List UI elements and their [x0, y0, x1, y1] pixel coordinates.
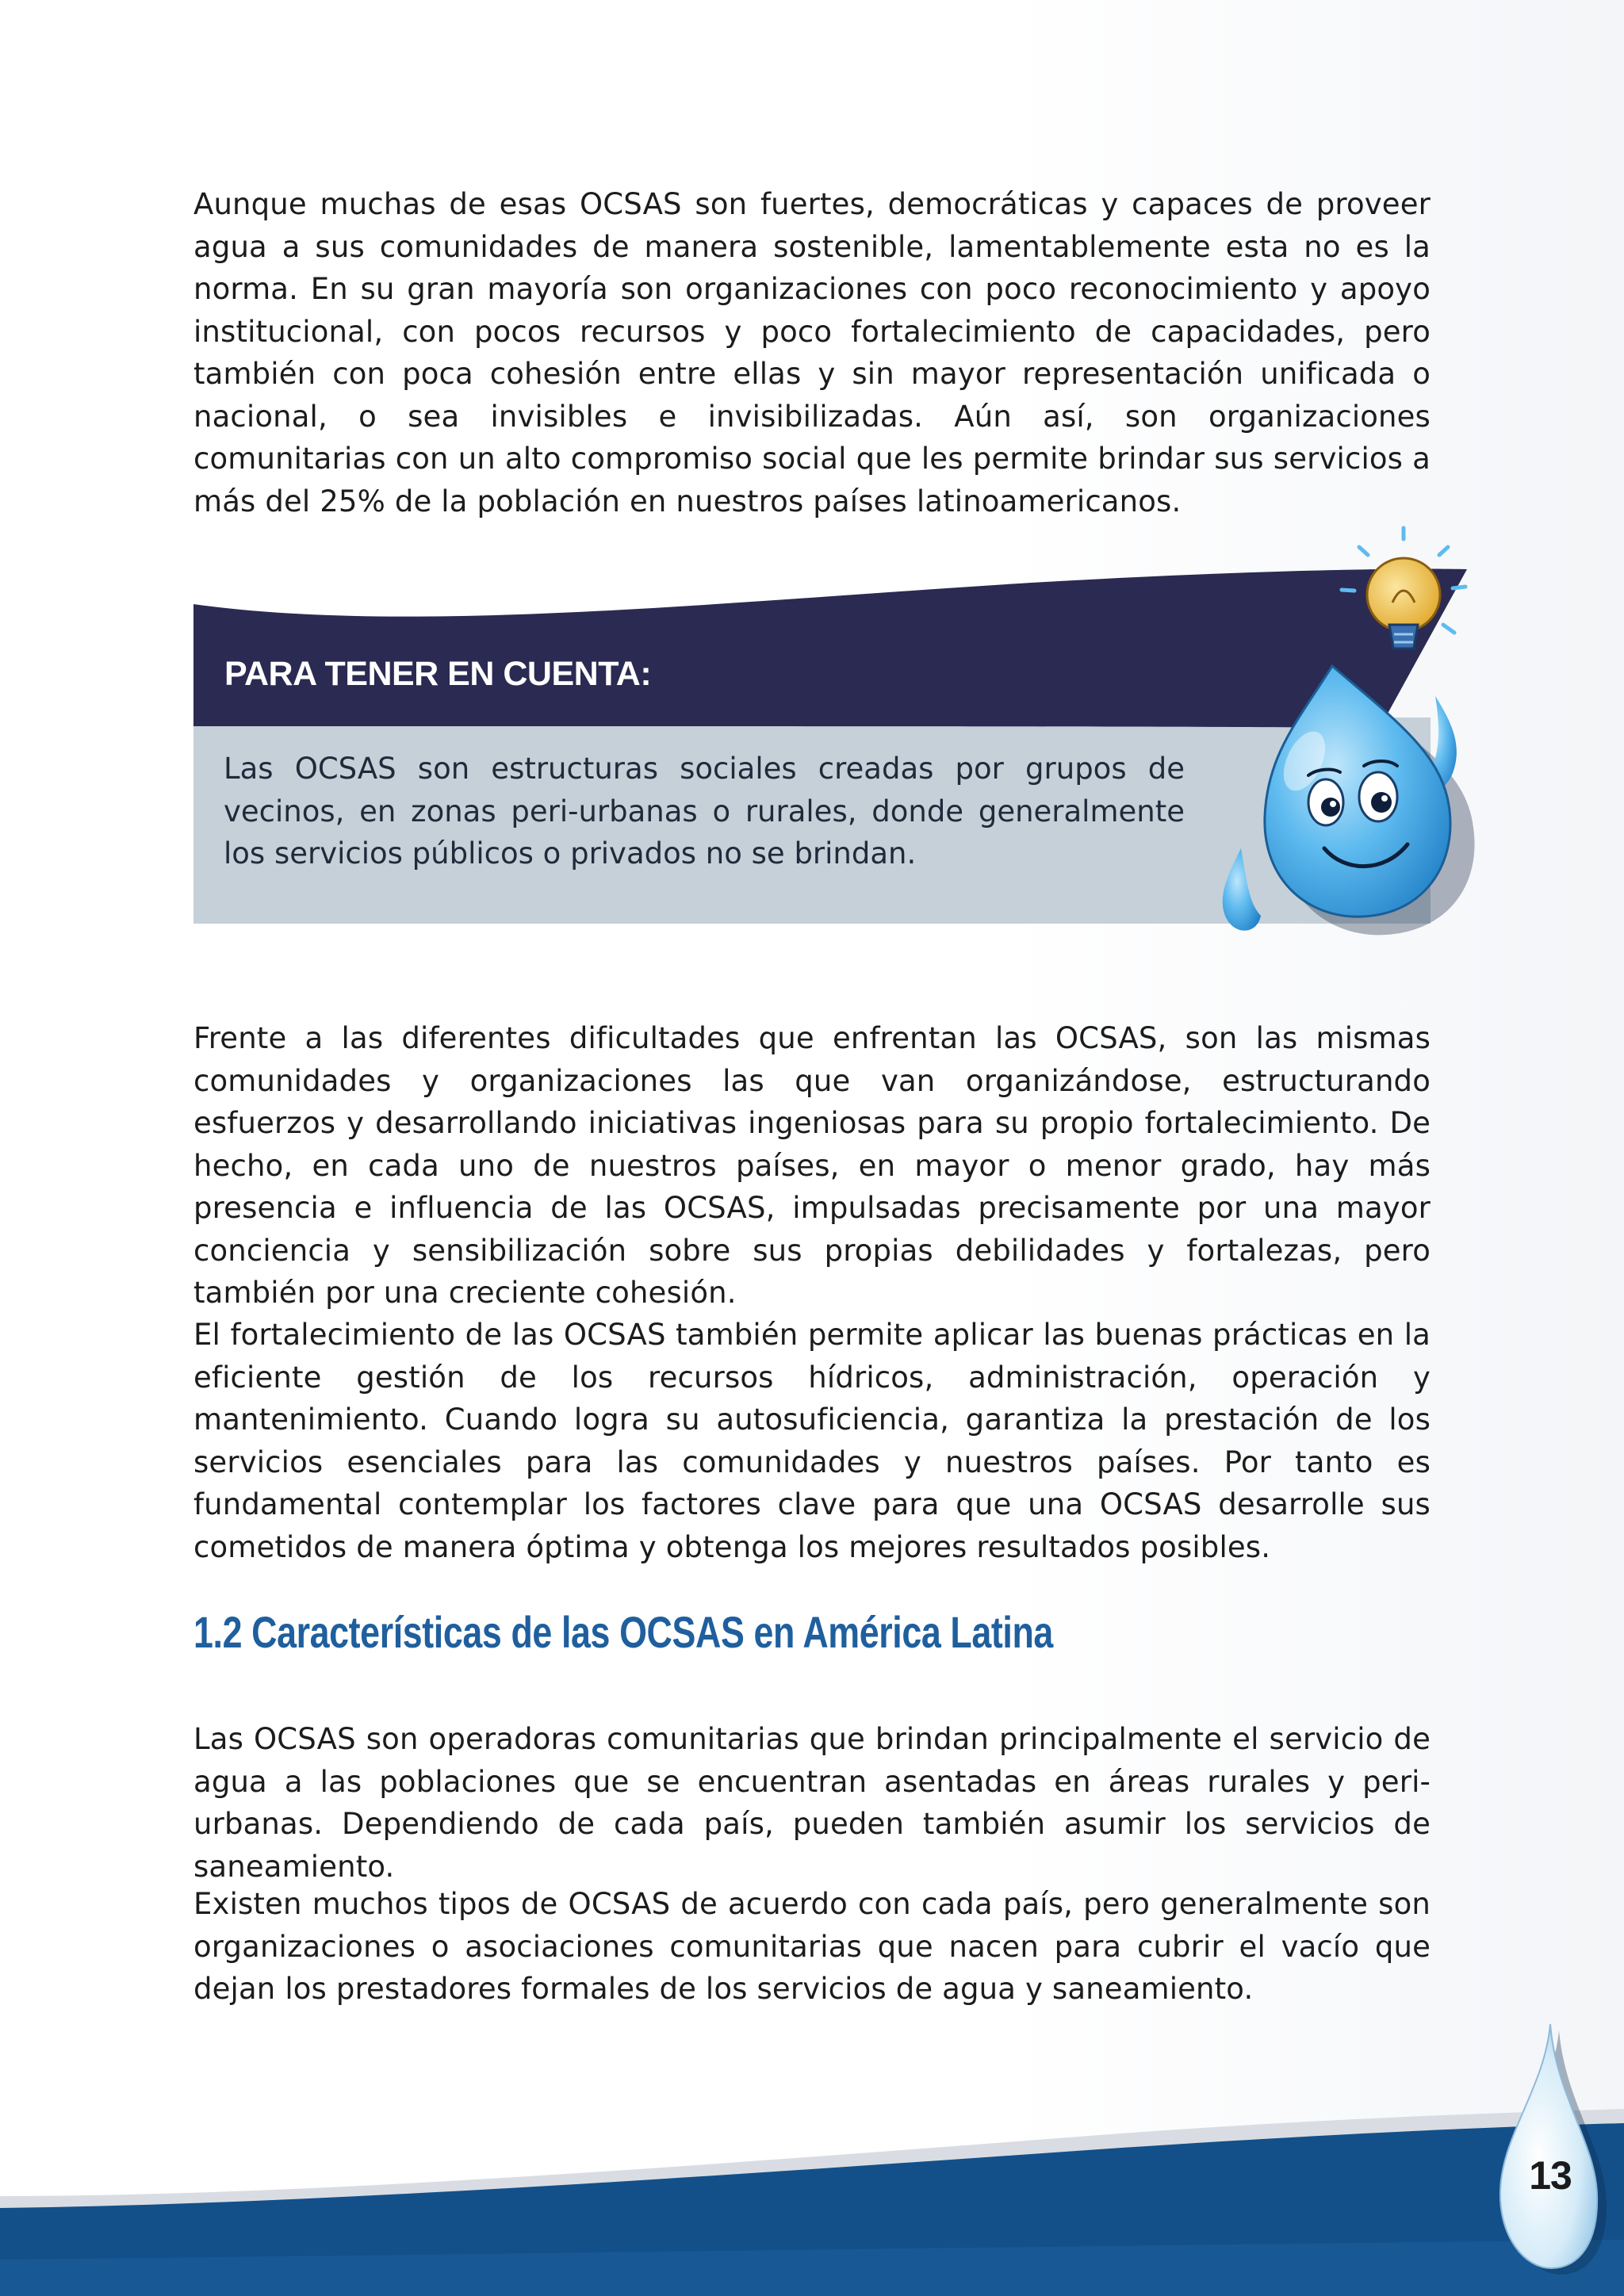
note-title: PARA TENER EN CUENTA:	[224, 655, 652, 693]
note-body: Las OCSAS son estructuras sociales creadas por grupos de vecinos, en zonas peri-urbanas o rurales, donde generalmente los servicios públicos o privados no se brindan.	[224, 752, 1185, 871]
water-drop-mascot-icon	[1174, 523, 1538, 967]
lightbulb-icon	[1342, 528, 1465, 649]
drop-body	[1265, 666, 1450, 916]
operators-paragraph: Las OCSAS son operadoras comunitarias que brindan principalmente el servicio de agua a las poblaciones que se encuentran asentadas en áreas rurales y peri-urbanas. Dependiendo de cada país, pueden también asumir los servicios de saneamiento.	[193, 1722, 1431, 1884]
drop-arm-left	[1223, 848, 1261, 931]
strengthening-paragraph: El fortalecimiento de las OCSAS también permite aplicar las buenas prácticas en la eficiente gestión de los recursos hídricos, administración, operación y mantenimiento. Cuando logra su autosuficiencia, garantiza la prestación de los servicios esenciales para las comunidades y nuestros países. Por tanto es fundamental contemplar los factores clave para que una OCSAS desarrolle sus cometidos de manera óptima y obtenga los mejores resultados posibles.	[193, 1318, 1431, 1564]
page-water-drop-icon	[1491, 2018, 1610, 2279]
section-heading: 1.2 Características de las OCSAS en América Latina	[193, 1607, 1053, 1657]
types-paragraph: Existen muchos tipos de OCSAS de acuerdo con cada país, pero generalmente son organizaciones o asociaciones comunitarias que nacen para cubrir el vacío que dejan los prestadores formales de los servicios de agua y saneamiento.	[193, 1887, 1431, 2006]
intro-paragraph: Aunque muchas de esas OCSAS son fuertes, democráticas y capaces de proveer agua a sus comunidades de manera sostenible, lamentablemente esta no es la norma. En su gran mayoría son organizaciones con poco reconocimiento y apoyo institucional, con pocos recursos y poco fortalecimiento de capacidades, pero también con poca cohesión entre ellas y sin mayor representación unificada o nacional, o sea invisibles e invisibilizadas. Aún así, son organizaciones comunitarias con un alto compromiso social que les permite brindar sus servicios a más del 25% de la población en nuestros países latinoamericanos.	[193, 187, 1431, 519]
footer-wave	[0, 2077, 1624, 2296]
difficulties-paragraph: Frente a las diferentes dificultades que enfrentan las OCSAS, son las mismas comunidades y organizaciones las que van organizándose, estructurando esfuerzos y desarrollando iniciativas ingeniosas para su propio fortalecimiento. De hecho, en cada uno de nuestros países, en mayor o menor grado, hay más presencia e influencia de las OCSAS, impulsadas precisamente por una mayor conciencia y sensibilización sobre sus propias debilidades y fortalezas, pero también por una creciente cohesión.	[193, 1021, 1431, 1310]
page-number: 13	[1529, 2153, 1572, 2198]
